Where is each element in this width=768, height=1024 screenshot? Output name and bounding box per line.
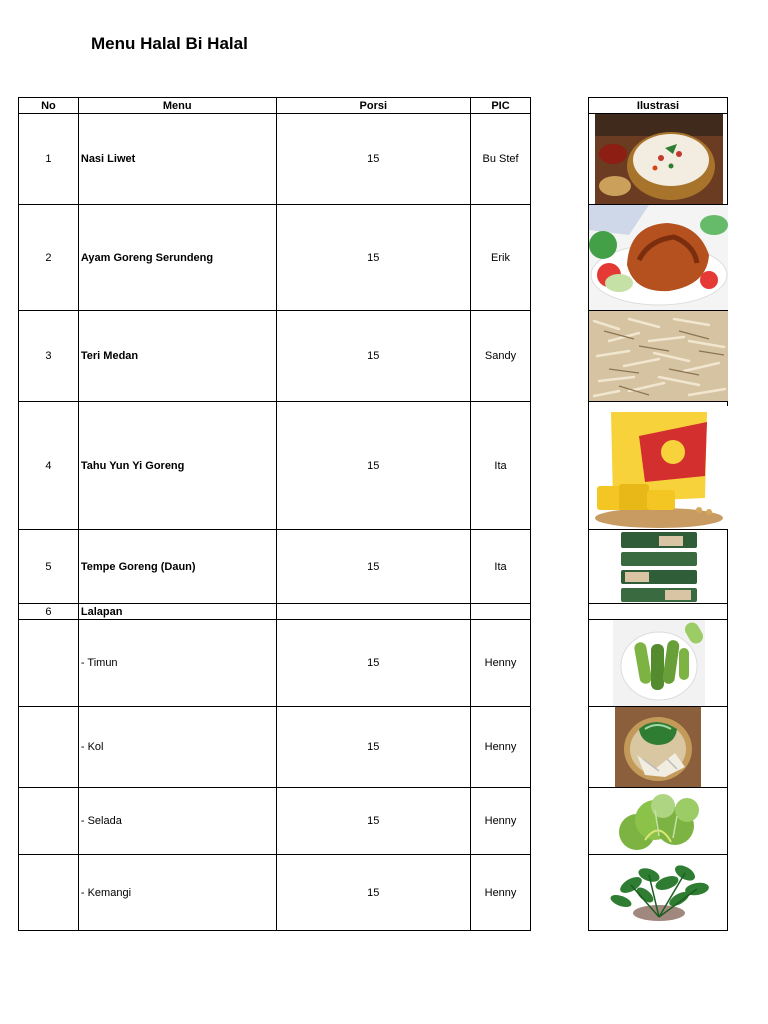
table-row xyxy=(19,530,531,604)
table-row xyxy=(19,114,531,205)
row-menu: - Kol xyxy=(78,707,276,788)
illustration-row xyxy=(589,114,728,205)
lettuce-icon xyxy=(615,790,701,854)
illustration-cell xyxy=(589,402,728,530)
row-pic: Bu Stef xyxy=(471,114,531,205)
row-menu: Tahu Yun Yi Goreng xyxy=(78,402,276,530)
row-menu: Lalapan xyxy=(78,604,276,620)
row-pic: Henny xyxy=(471,788,531,855)
row-no: 3 xyxy=(19,311,79,402)
row-no: 5 xyxy=(19,530,79,604)
illustration-row xyxy=(589,788,728,855)
basil-icon xyxy=(601,857,717,929)
tofu-pack-icon xyxy=(589,406,728,529)
illustration-row xyxy=(589,311,728,402)
row-no: 1 xyxy=(19,114,79,205)
row-pic xyxy=(471,604,531,620)
illustration-row xyxy=(589,402,728,530)
table-row xyxy=(19,855,531,931)
row-no: 6 xyxy=(19,604,79,620)
table-row xyxy=(19,604,531,620)
table-row xyxy=(19,205,531,311)
anchovies-icon xyxy=(589,311,728,401)
illustration-cell xyxy=(589,620,728,707)
row-pic: Henny xyxy=(471,707,531,788)
header-pic: PIC xyxy=(471,98,531,114)
row-pic: Erik xyxy=(471,205,531,311)
page-title: Menu Halal Bi Halal xyxy=(91,34,248,53)
row-menu: Teri Medan xyxy=(78,311,276,402)
row-porsi: 15 xyxy=(276,788,471,855)
row-no: 4 xyxy=(19,402,79,530)
illustration-cell xyxy=(589,788,728,855)
row-pic: Sandy xyxy=(471,311,531,402)
illustration-cell xyxy=(589,311,728,402)
row-menu: Ayam Goreng Serundeng xyxy=(78,205,276,311)
row-porsi: 15 xyxy=(276,620,471,707)
header-no: No xyxy=(19,98,79,114)
cucumber-icon xyxy=(613,620,705,706)
table-row xyxy=(19,707,531,788)
header-row xyxy=(589,98,728,114)
illustration-row xyxy=(589,620,728,707)
illustration-cell xyxy=(589,530,728,604)
table-row xyxy=(19,311,531,402)
row-porsi: 15 xyxy=(276,855,471,931)
row-porsi xyxy=(276,604,471,620)
row-porsi: 15 xyxy=(276,311,471,402)
illustration-cell xyxy=(589,114,728,205)
header-menu: Menu xyxy=(78,98,276,114)
row-no: 2 xyxy=(19,205,79,311)
illustration-row xyxy=(589,855,728,931)
row-porsi: 15 xyxy=(276,205,471,311)
illustration-cell xyxy=(589,604,728,620)
header-ilustrasi: Ilustrasi xyxy=(589,98,728,114)
row-menu: - Timun xyxy=(78,620,276,707)
row-menu: Nasi Liwet xyxy=(78,114,276,205)
row-no xyxy=(19,707,79,788)
illustration-row xyxy=(589,604,728,620)
illustration-row xyxy=(589,205,728,311)
row-menu: - Selada xyxy=(78,788,276,855)
row-pic: Henny xyxy=(471,620,531,707)
row-menu: Tempe Goreng (Daun) xyxy=(78,530,276,604)
menu-table xyxy=(18,97,531,931)
tempeh-icon xyxy=(619,530,699,603)
cabbage-icon xyxy=(615,707,701,787)
illustration-row xyxy=(589,707,728,788)
row-no xyxy=(19,855,79,931)
row-menu: - Kemangi xyxy=(78,855,276,931)
illustration-table xyxy=(588,97,728,931)
row-pic: Henny xyxy=(471,855,531,931)
row-pic: Ita xyxy=(471,530,531,604)
header-row xyxy=(19,98,531,114)
row-porsi: 15 xyxy=(276,530,471,604)
row-pic: Ita xyxy=(471,402,531,530)
fried-chicken-icon xyxy=(589,205,728,310)
row-porsi: 15 xyxy=(276,707,471,788)
header-porsi: Porsi xyxy=(276,98,471,114)
illustration-cell xyxy=(589,855,728,931)
table-row xyxy=(19,402,531,530)
illustration-cell xyxy=(589,205,728,311)
illustration-row xyxy=(589,530,728,604)
table-row xyxy=(19,620,531,707)
row-no xyxy=(19,788,79,855)
row-porsi: 15 xyxy=(276,402,471,530)
table-row xyxy=(19,788,531,855)
row-no xyxy=(19,620,79,707)
illustration-cell xyxy=(589,707,728,788)
rice-dish-icon xyxy=(595,114,723,204)
row-porsi: 15 xyxy=(276,114,471,205)
